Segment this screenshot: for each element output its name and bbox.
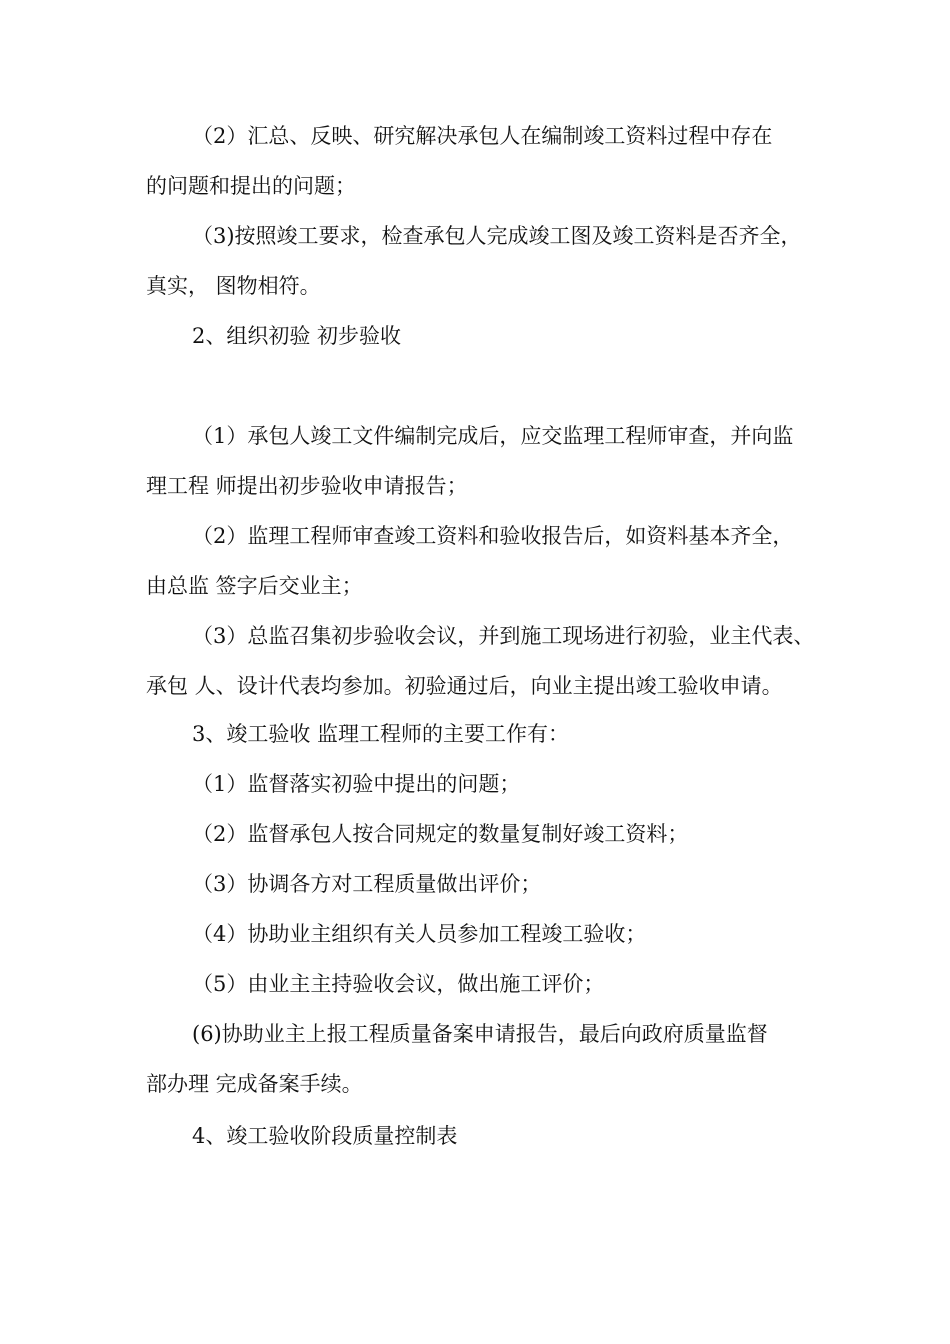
section-heading: 3、竣工验收 监理工程师的主要工作有： bbox=[192, 722, 570, 746]
paragraph-line: 真实， 图物相符。 bbox=[146, 274, 321, 298]
paragraph-line: （2）监理工程师审查竣工资料和验收报告后，如资料基本齐全， bbox=[192, 524, 794, 548]
paragraph-line: 理工程 师提出初步验收申请报告； bbox=[146, 474, 468, 498]
list-item: （4）协助业主组织有关人员参加工程竣工验收； bbox=[192, 922, 647, 946]
paragraph-line: （1）承包人竣工文件编制完成后，应交监理工程师审查，并向监 bbox=[192, 424, 794, 448]
section-heading: 4、竣工验收阶段质量控制表 bbox=[192, 1124, 458, 1148]
paragraph-line: 承包 人、设计代表均参加。初验通过后，向业主提出竣工验收申请。 bbox=[146, 674, 783, 698]
section-heading: 2、组织初验 初步验收 bbox=[192, 324, 402, 348]
list-item: （5）由业主主持验收会议，做出施工评价； bbox=[192, 972, 605, 996]
list-item: （1）监督落实初验中提出的问题； bbox=[192, 772, 521, 796]
list-item: （2）监督承包人按合同规定的数量复制好竣工资料； bbox=[192, 822, 689, 846]
paragraph-line: 的问题和提出的问题； bbox=[146, 174, 356, 198]
paragraph-line: （2）汇总、反映、研究解决承包人在编制竣工资料过程中存在 bbox=[192, 124, 773, 148]
paragraph-line: （3)按照竣工要求，检查承包人完成竣工图及竣工资料是否齐全， bbox=[192, 224, 802, 248]
paragraph-line: （3）总监召集初步验收会议，并到施工现场进行初验，业主代表、 bbox=[192, 624, 815, 648]
list-item: （3）协调各方对工程质量做出评价； bbox=[192, 872, 542, 896]
list-item: (6)协助业主上报工程质量备案申请报告，最后向政府质量监督 bbox=[192, 1022, 768, 1046]
paragraph-line: 由总监 签字后交业主； bbox=[146, 574, 363, 598]
paragraph-line: 部办理 完成备案手续。 bbox=[146, 1072, 363, 1096]
